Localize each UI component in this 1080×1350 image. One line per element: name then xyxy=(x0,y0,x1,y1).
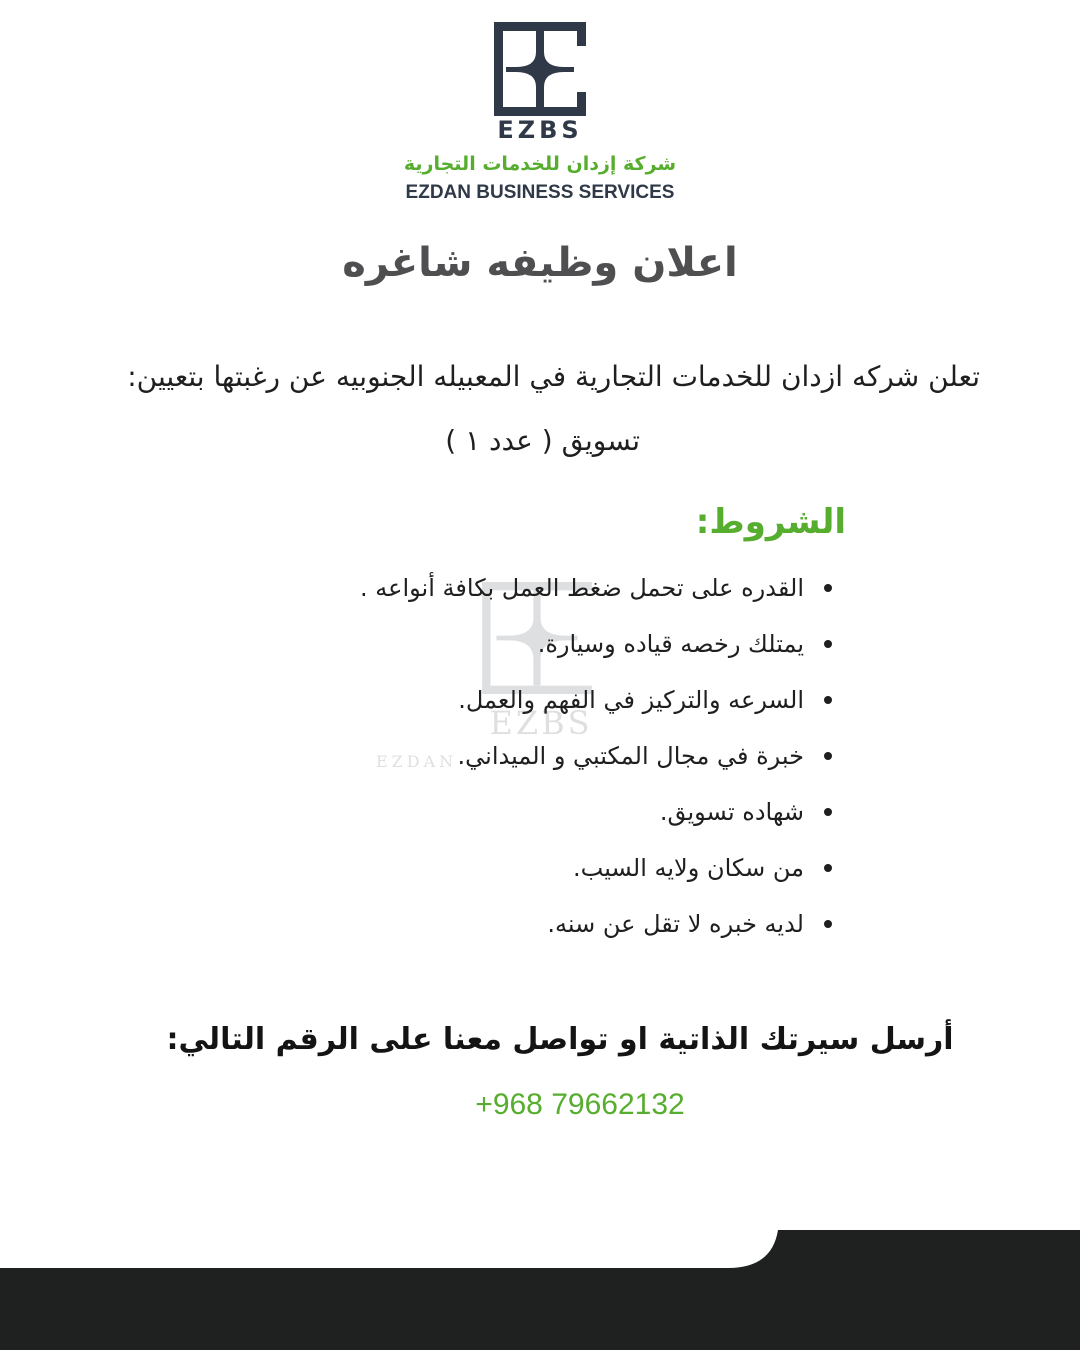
brand-name-english: EZDAN BUSINESS SERVICES xyxy=(405,182,675,203)
list-item xyxy=(272,736,832,792)
list-item xyxy=(272,904,832,960)
ezbs-logo-icon xyxy=(494,22,586,116)
page-title: اعلان وظيفه شاغره xyxy=(342,240,738,286)
watermark-code: EZBS xyxy=(489,704,593,742)
list-item xyxy=(272,848,832,904)
bullet-icon xyxy=(824,752,832,760)
call-to-action: أرسل سيرتك الذاتية او تواصل معنا على الرقم التالي: xyxy=(166,1022,954,1057)
condition-text: لديه خبره لا تقل عن سنه. xyxy=(547,910,804,938)
bullet-icon xyxy=(824,920,832,928)
bullet-icon xyxy=(824,864,832,872)
condition-text: يمتلك رخصه قياده وسيارة. xyxy=(537,630,804,658)
bullet-icon xyxy=(824,696,832,704)
watermark-name: EZDAN xyxy=(376,752,458,771)
list-item xyxy=(272,624,832,680)
position-line: تسويق ( عدد ١ ) xyxy=(445,424,640,457)
phone-number[interactable]: +968 79662132 xyxy=(475,1088,685,1121)
condition-text: السرعه والتركيز في الفهم والعمل. xyxy=(458,686,804,714)
condition-text: من سكان ولايه السيب. xyxy=(573,854,804,882)
condition-text: خبرة في مجال المكتبي و الميداني. xyxy=(457,742,804,770)
intro-text: تعلن شركه ازدان للخدمات التجارية في المعبيله الجنوبيه عن رغبتها بتعيين: xyxy=(127,360,980,393)
footer-band xyxy=(0,1220,1080,1350)
brand-code: EZBS xyxy=(497,116,583,144)
brand-name-arabic: شركة إزدان للخدمات التجارية xyxy=(403,153,677,175)
bullet-icon xyxy=(824,808,832,816)
list-item xyxy=(272,680,832,736)
condition-text: شهاده تسويق. xyxy=(659,798,804,826)
bullet-icon xyxy=(824,640,832,648)
list-item xyxy=(272,568,832,624)
list-item xyxy=(272,792,832,848)
conditions-heading: الشروط: xyxy=(695,502,846,542)
condition-text: القدره على تحمل ضغط العمل بكافة أنواعه . xyxy=(360,574,804,602)
conditions-list xyxy=(272,568,832,960)
bullet-icon xyxy=(824,584,832,592)
